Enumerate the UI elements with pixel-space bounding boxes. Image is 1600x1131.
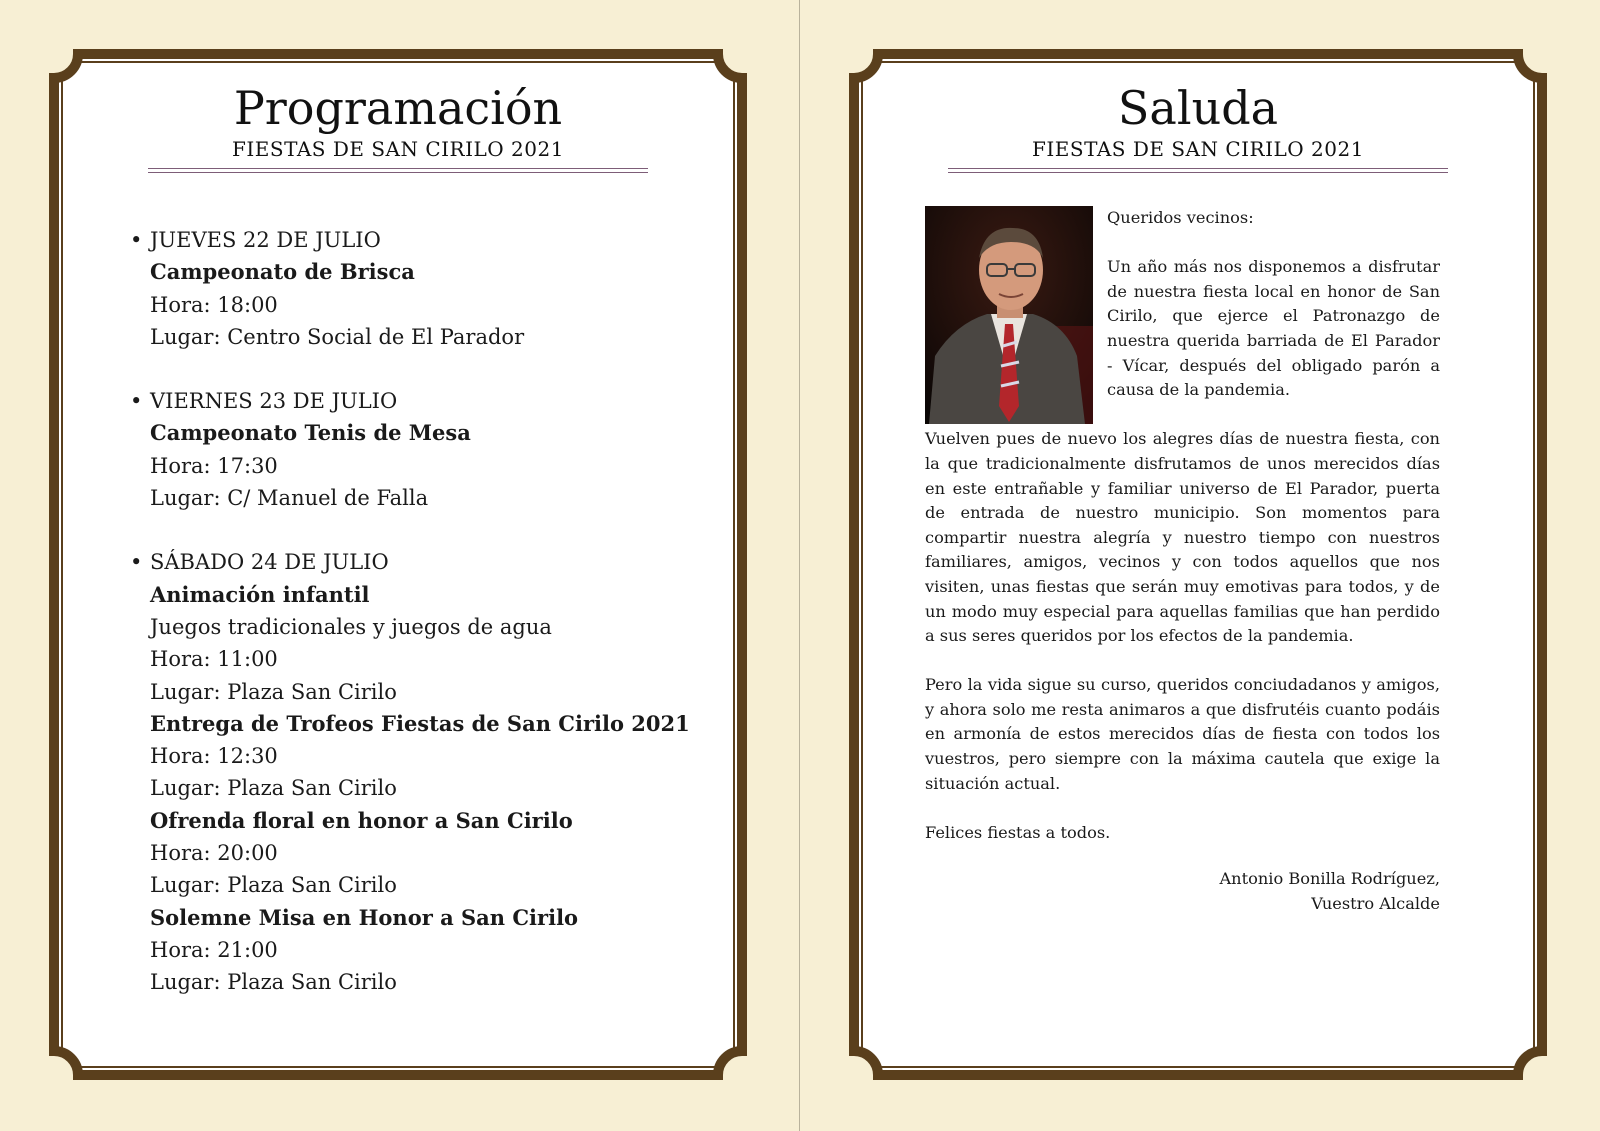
page-subtitle: FIESTAS DE SAN CIRILO 2021 — [232, 137, 564, 161]
page-fold-line — [799, 0, 800, 1131]
saluda-page — [848, 48, 1548, 1081]
event-place: Lugar: Plaza San Cirilo — [150, 970, 397, 995]
event-time: Hora: 21:00 — [150, 937, 278, 962]
event-name: Campeonato de Brisca — [150, 259, 415, 285]
event-time: Hora: 11:00 — [150, 647, 278, 672]
letter-closing: Felices fiestas a todos. — [925, 822, 1111, 842]
title-rule — [148, 168, 648, 173]
letter-body — [925, 206, 1440, 941]
letter-paragraph: Un año más nos disponemos a disfrutar de nuestra fiesta local en honor de San Cirilo, que ejerce el Patronazgo de nuestra querida barriada de El Parador - Vícar, después del obligado parón a causa de la pandemia. — [1107, 257, 1440, 400]
event-name: Entrega de Trofeos Fiestas de San Cirilo 2021 — [150, 710, 690, 736]
letter-paragraph: Pero la vida sigue su curso, queridos conciudadanos y amigos, y ahora solo me resta animaros a que disfrutéis cuanto podáis en armonía de estos merecidos días de fiesta con todos los vuestros, pero siempre con la máxima cautela que exige la situación actual. — [925, 675, 1440, 793]
event-name: Campeonato Tenis de Mesa — [150, 420, 471, 446]
page-subtitle: FIESTAS DE SAN CIRILO 2021 — [1032, 137, 1364, 161]
event-time: Hora: 18:00 — [150, 292, 278, 317]
signature-role: Vuestro Alcalde — [1311, 893, 1440, 913]
event-name: Ofrenda floral en honor a San Cirilo — [150, 807, 573, 833]
event-place: Lugar: Plaza San Cirilo — [150, 873, 397, 898]
event-name: Solemne Misa en Honor a San Cirilo — [150, 904, 579, 930]
event-day — [128, 385, 728, 417]
event-list — [128, 224, 728, 1031]
event-day — [128, 546, 728, 578]
event-item — [128, 224, 728, 353]
event-day-label: VIERNES 23 DE JULIO — [150, 389, 398, 414]
event-place: Lugar: C/ Manuel de Falla — [150, 486, 429, 511]
event-day-label: SÁBADO 24 DE JULIO — [150, 550, 389, 575]
event-name: Animación infantil — [150, 581, 370, 607]
event-description: Juegos tradicionales y juegos de agua — [150, 614, 552, 639]
bullet-icon: • — [130, 550, 143, 575]
event-item — [128, 385, 728, 514]
event-time: Hora: 12:30 — [150, 744, 278, 769]
greeting: Queridos vecinos: — [1107, 208, 1254, 227]
page-title: Saluda — [1117, 81, 1279, 135]
event-place: Lugar: Plaza San Cirilo — [150, 776, 397, 801]
event-place: Lugar: Centro Social de El Parador — [150, 324, 525, 349]
letter-paragraph: Vuelven pues de nuevo los alegres días de nuestra fiesta, con la que tradicionalmente disfrutamos de unos merecidos días en este entrañable y familiar universo de El Parador, puerta de entrada de nuestro municipio. Son momentos para compartir nuestra alegría y nuestro tiempo con nuestros familiares, amigos, vecinos y con todos aquellos que nos visiten, unas fiestas que serán muy emotivas para todos, y de un modo muy especial para aquellas familias que han perdido a sus seres queridos por los efectos de la pandemia. — [925, 429, 1440, 646]
event-time: Hora: 17:30 — [150, 453, 278, 478]
signature-name: Antonio Bonilla Rodríguez, — [1219, 869, 1440, 889]
bullet-icon: • — [130, 228, 143, 252]
programacion-page — [48, 48, 748, 1081]
event-place: Lugar: Plaza San Cirilo — [150, 679, 397, 704]
page-title: Programación — [233, 81, 563, 135]
event-day — [128, 224, 728, 256]
title-rule — [948, 168, 1448, 173]
event-item — [128, 546, 728, 998]
event-day-label: JUEVES 22 DE JULIO — [150, 228, 381, 252]
event-time: Hora: 20:00 — [150, 841, 278, 866]
bullet-icon: • — [130, 389, 143, 414]
